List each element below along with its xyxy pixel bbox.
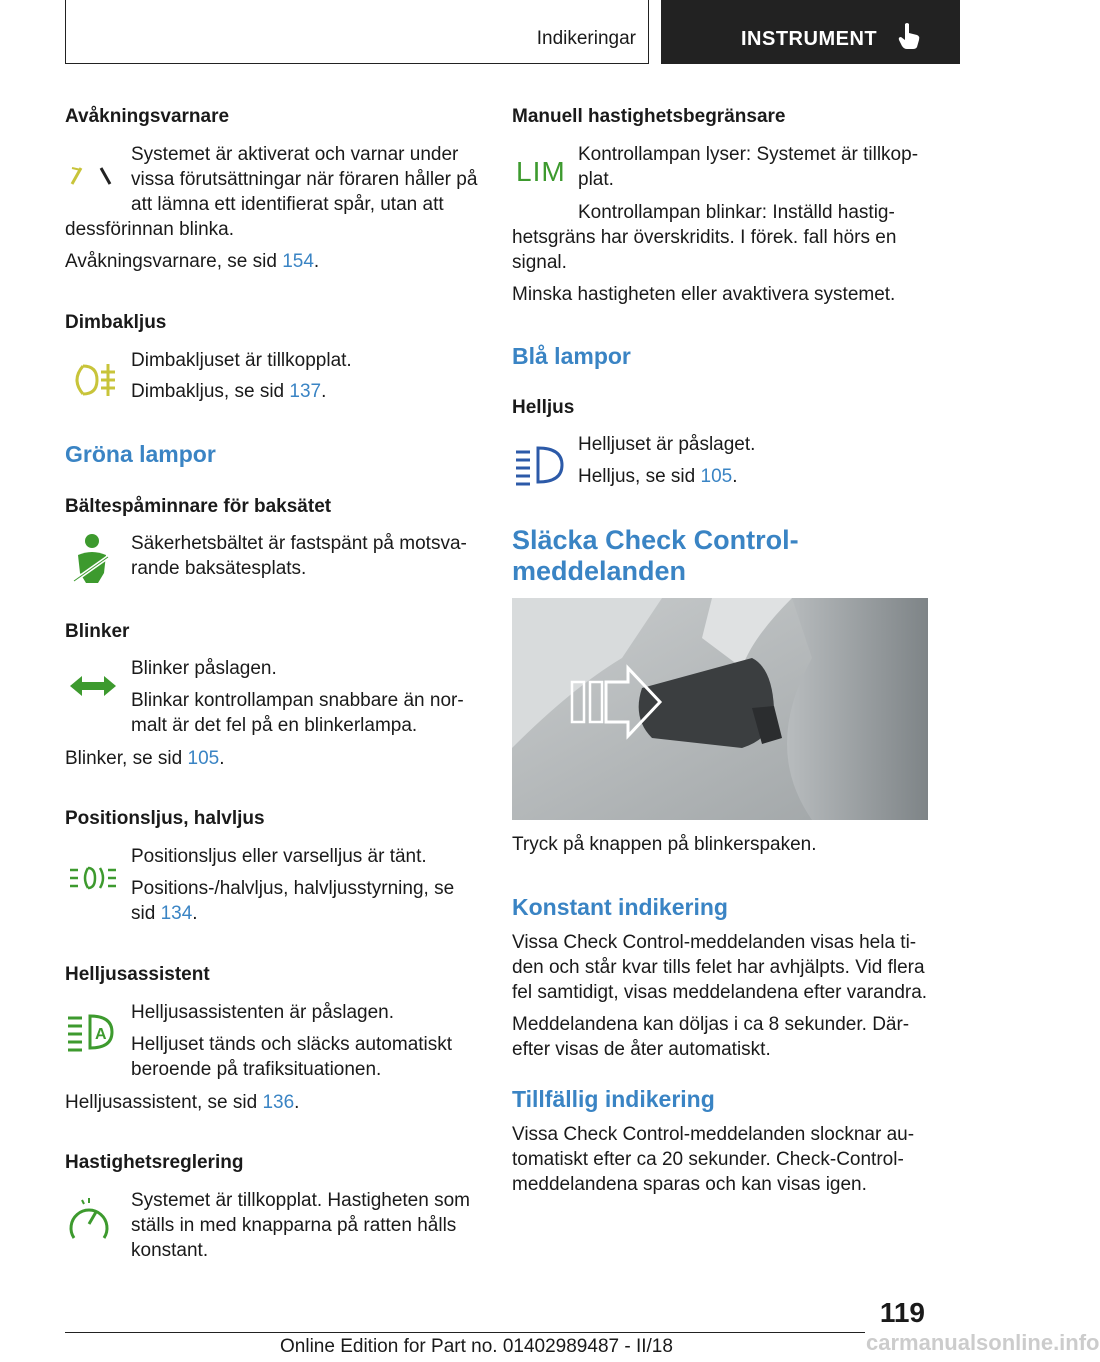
footer-edition: Online Edition for Part no. 01402989487 - II/18: [280, 1336, 673, 1357]
blue-lamps-heading: Blå lampor: [512, 343, 631, 369]
turn-signal-text1: Blinker påslagen.: [131, 658, 277, 679]
cruise-control-icon: [66, 1198, 112, 1246]
high-beam-link[interactable]: 105: [700, 466, 733, 487]
rear-fog-link[interactable]: 137: [289, 381, 322, 402]
seatbelt-icon: [72, 533, 112, 585]
watermark: carmanualsonline.info: [866, 1330, 1100, 1355]
turn-signal-lever-photo: [512, 598, 928, 820]
speed-limiter-text2b: hetsgräns har överskridits. I förek. fall hörs en signal.: [512, 227, 897, 273]
turn-signal-icon: [68, 674, 118, 698]
high-beam-assist-text1: Helljusassistenten är påslagen.: [131, 1002, 394, 1023]
position-light-ref: sid 134.: [131, 903, 198, 924]
header-section-box: [65, 0, 649, 64]
green-lamps-heading: Gröna lampor: [65, 441, 216, 467]
lane-departure-text: Systemet är aktiverat och varnar under vissa förutsättningar när föraren håller på att lämna ett identifierat spår, utan att: [131, 144, 478, 215]
constant-indication-text2: Meddelandena kan döljas i ca 8 sekunder. Där- efter visas de åter automatiskt.: [512, 1014, 910, 1060]
lim-icon: LIM: [516, 156, 566, 187]
high-beam-heading: Helljus: [512, 397, 575, 418]
header-chapter-title: INSTRUMENT: [741, 28, 878, 50]
header-chapter-tab: [661, 0, 960, 64]
high-beam-assist-text2: Helljuset tänds och släcks automatiskt beroende på trafiksituationen.: [131, 1034, 453, 1080]
lane-departure-icon: [68, 162, 114, 186]
lane-departure-text-end: dessförinnan blinka.: [65, 219, 234, 240]
lane-departure-link[interactable]: 154: [282, 251, 314, 272]
speed-limiter-heading: Manuell hastighetsbegränsare: [512, 106, 786, 127]
position-light-icon: [68, 865, 118, 891]
cruise-control-heading: Hastighetsreglering: [65, 1152, 244, 1173]
turn-signal-text2: Blinkar kontrollampan snabbare än nor- malt är det fel på en blinkerlampa.: [131, 690, 464, 736]
turn-signal-ref: Blinker, se sid 105.: [65, 748, 225, 769]
high-beam-assist-icon: [66, 1012, 118, 1052]
position-light-text1: Positionsljus eller varselljus är tänt.: [131, 846, 427, 867]
rear-fog-icon: [67, 362, 119, 398]
rear-fog-ref: Dimbakljus, se sid 137.: [131, 381, 327, 402]
high-beam-assist-heading: Helljusassistent: [65, 964, 210, 985]
svg-text:A: A: [95, 1026, 107, 1043]
hand-pointer-icon: [897, 22, 921, 50]
constant-indication-text1: Vissa Check Control-meddelanden visas hela ti- den och står kvar tills felet har avhjälpts. Vid flera fel samtidigt, visas meddelandena efter varandra.: [512, 932, 928, 1003]
position-light-text2: Positions-/halvljus, halvljusstyrning, se: [131, 878, 455, 899]
turn-signal-link[interactable]: 105: [187, 748, 220, 769]
speed-limiter-text3: Minska hastigheten eller avaktivera systemet.: [512, 284, 896, 305]
temporary-indication-heading: Tillfällig indikering: [512, 1086, 715, 1112]
cruise-control-text: Systemet är tillkopplat. Hastigheten som ställs in med knapparna på ratten hålls konstant.: [131, 1190, 470, 1261]
high-beam-assist-ref: Helljusassistent, se sid 136.: [65, 1092, 300, 1113]
speed-limiter-text1: Kontrollampan lyser: Systemet är tillkop- plat.: [578, 144, 919, 190]
high-beam-text: Helljuset är påslaget.: [578, 434, 756, 455]
rear-fog-heading: Dimbakljus: [65, 312, 167, 333]
lane-departure-ref: Avåkningsvarnare, se sid 154.: [65, 251, 320, 272]
constant-indication-heading: Konstant indikering: [512, 894, 728, 920]
position-light-link[interactable]: 134: [160, 903, 193, 924]
footer-divider: [65, 1332, 865, 1333]
seatbelt-text: Säkerhetsbältet är fastspänt på motsva- rande baksätesplats.: [131, 533, 467, 579]
position-light-heading: Positionsljus, halvljus: [65, 808, 265, 829]
high-beam-assist-link[interactable]: 136: [262, 1092, 295, 1113]
speed-limiter-text2a: Kontrollampan blinkar: Inställd hastig-: [578, 202, 895, 223]
photo-caption: Tryck på knappen på blinkerspaken.: [512, 834, 817, 855]
turn-signal-heading: Blinker: [65, 621, 130, 642]
seatbelt-heading: Bältespåminnare för baksätet: [65, 496, 332, 517]
header-section-title: Indikeringar: [536, 28, 636, 49]
high-beam-ref: Helljus, se sid 105.: [578, 466, 738, 487]
high-beam-icon: [514, 444, 566, 486]
temporary-indication-text: Vissa Check Control-meddelanden slocknar au- tomatiskt efter ca 20 sekunder. Check-Control- meddelandena sparas och kan visas igen.: [512, 1124, 915, 1195]
clear-check-control-heading: Släcka Check Control- meddelanden: [512, 525, 799, 586]
lane-departure-heading: Avåkningsvarnare: [65, 106, 230, 127]
rear-fog-text: Dimbakljuset är tillkopplat.: [131, 350, 352, 371]
page-number: 119: [879, 1297, 925, 1328]
